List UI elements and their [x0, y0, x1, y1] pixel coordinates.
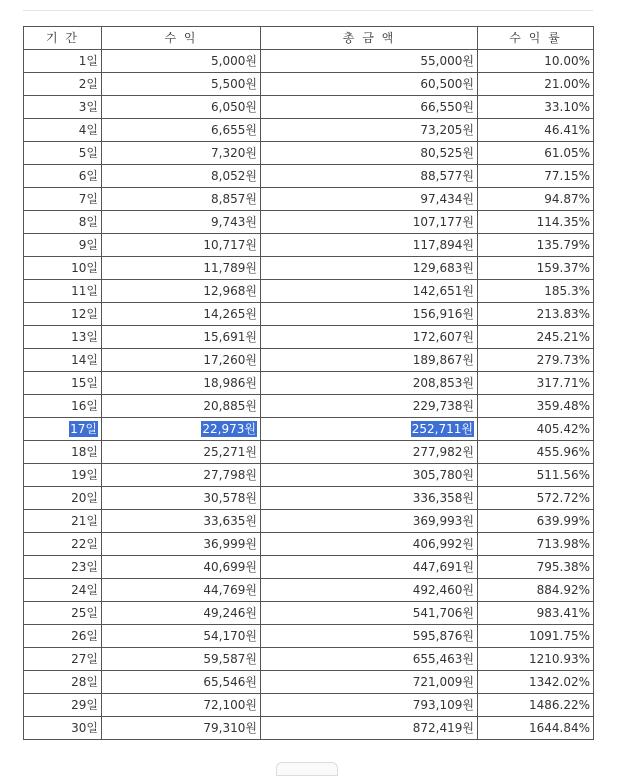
profit-cell: 15,691원 — [102, 326, 261, 349]
profit-cell: 6,655원 — [102, 119, 261, 142]
profit-cell: 17,260원 — [102, 349, 261, 372]
profit-cell: 12,968원 — [102, 280, 261, 303]
profit-cell: 72,100원 — [102, 694, 261, 717]
table-row — [24, 671, 594, 694]
rate-cell: 10.00% — [478, 50, 594, 73]
table-row — [24, 349, 594, 372]
period-cell: 7일 — [24, 188, 102, 211]
total-cell: 107,177원 — [261, 211, 478, 234]
rate-cell: 1342.02% — [478, 671, 594, 694]
table-row — [24, 487, 594, 510]
period-cell: 29일 — [24, 694, 102, 717]
rate-cell: 135.79% — [478, 234, 594, 257]
rate-cell: 159.37% — [478, 257, 594, 280]
selected-text-highlight[interactable]: 17일 — [70, 422, 97, 436]
total-cell: 229,738원 — [261, 395, 478, 418]
total-cell: 369,993원 — [261, 510, 478, 533]
total-cell: 129,683원 — [261, 257, 478, 280]
period-cell: 10일 — [24, 257, 102, 280]
period-cell: 18일 — [24, 441, 102, 464]
rate-cell: 279.73% — [478, 349, 594, 372]
total-cell: 117,894원 — [261, 234, 478, 257]
rate-cell: 1486.22% — [478, 694, 594, 717]
total-cell: 60,500원 — [261, 73, 478, 96]
table-row — [24, 165, 594, 188]
table-row — [24, 464, 594, 487]
total-cell: 80,525원 — [261, 142, 478, 165]
total-cell: 66,550원 — [261, 96, 478, 119]
rate-cell: 33.10% — [478, 96, 594, 119]
rate-cell: 21.00% — [478, 73, 594, 96]
total-cell: 406,992원 — [261, 533, 478, 556]
table-row — [24, 142, 594, 165]
selected-text-highlight[interactable]: 22,973원 — [202, 422, 256, 436]
period-cell: 25일 — [24, 602, 102, 625]
top-divider — [23, 10, 593, 11]
table-header-row — [24, 27, 594, 50]
period-cell: 26일 — [24, 625, 102, 648]
table-row — [24, 717, 594, 740]
table-row — [24, 234, 594, 257]
rate-cell: 884.92% — [478, 579, 594, 602]
profit-cell: 6,050원 — [102, 96, 261, 119]
rate-cell: 511.56% — [478, 464, 594, 487]
header-profit: 수 익 — [102, 27, 261, 50]
total-cell: 492,460원 — [261, 579, 478, 602]
table-row — [24, 96, 594, 119]
total-cell: 55,000원 — [261, 50, 478, 73]
total-cell: 156,916원 — [261, 303, 478, 326]
period-cell: 21일 — [24, 510, 102, 533]
table-row — [24, 188, 594, 211]
rate-cell: 77.15% — [478, 165, 594, 188]
table-row — [24, 579, 594, 602]
total-cell: 277,982원 — [261, 441, 478, 464]
table-row — [24, 556, 594, 579]
table-row — [24, 50, 594, 73]
profit-cell: 9,743원 — [102, 211, 261, 234]
rate-cell: 572.72% — [478, 487, 594, 510]
total-cell: 872,419원 — [261, 717, 478, 740]
table-row — [24, 694, 594, 717]
total-cell: 541,706원 — [261, 602, 478, 625]
table-row — [24, 648, 594, 671]
rate-cell: 185.3% — [478, 280, 594, 303]
rate-cell: 795.38% — [478, 556, 594, 579]
table-row — [24, 280, 594, 303]
table-row — [24, 119, 594, 142]
rate-cell: 46.41% — [478, 119, 594, 142]
period-cell: 30일 — [24, 717, 102, 740]
profit-cell: 7,320원 — [102, 142, 261, 165]
period-cell: 20일 — [24, 487, 102, 510]
total-cell: 97,434원 — [261, 188, 478, 211]
header-period: 기 간 — [24, 27, 102, 50]
total-cell: 305,780원 — [261, 464, 478, 487]
rate-cell: 713.98% — [478, 533, 594, 556]
profit-cell — [102, 418, 261, 441]
period-cell: 16일 — [24, 395, 102, 418]
period-cell: 22일 — [24, 533, 102, 556]
rate-cell: 61.05% — [478, 142, 594, 165]
total-cell: 655,463원 — [261, 648, 478, 671]
total-cell: 142,651원 — [261, 280, 478, 303]
period-cell: 23일 — [24, 556, 102, 579]
table-row — [24, 303, 594, 326]
table-row — [24, 418, 594, 441]
period-cell: 4일 — [24, 119, 102, 142]
profit-cell: 10,717원 — [102, 234, 261, 257]
rate-cell: 114.35% — [478, 211, 594, 234]
profit-cell: 25,271원 — [102, 441, 261, 464]
table-body — [24, 50, 594, 740]
profit-cell: 59,587원 — [102, 648, 261, 671]
profit-cell: 18,986원 — [102, 372, 261, 395]
period-cell: 13일 — [24, 326, 102, 349]
total-cell: 336,358원 — [261, 487, 478, 510]
table-row — [24, 326, 594, 349]
profit-cell: 8,857원 — [102, 188, 261, 211]
period-cell: 14일 — [24, 349, 102, 372]
rate-cell: 359.48% — [478, 395, 594, 418]
period-cell: 9일 — [24, 234, 102, 257]
profit-cell: 36,999원 — [102, 533, 261, 556]
table-row — [24, 533, 594, 556]
table-row — [24, 602, 594, 625]
profit-cell: 5,500원 — [102, 73, 261, 96]
header-total: 총 금 액 — [261, 27, 478, 50]
period-cell: 6일 — [24, 165, 102, 188]
rate-cell: 983.41% — [478, 602, 594, 625]
table-row — [24, 257, 594, 280]
profit-cell: 8,052원 — [102, 165, 261, 188]
total-cell: 595,876원 — [261, 625, 478, 648]
total-cell: 793,109원 — [261, 694, 478, 717]
rate-cell: 317.71% — [478, 372, 594, 395]
period-cell — [24, 418, 102, 441]
period-cell: 5일 — [24, 142, 102, 165]
compound-interest-table — [23, 26, 594, 740]
rate-cell: 1091.75% — [478, 625, 594, 648]
total-cell: 721,009원 — [261, 671, 478, 694]
period-cell: 24일 — [24, 579, 102, 602]
period-cell: 15일 — [24, 372, 102, 395]
profit-cell: 30,578원 — [102, 487, 261, 510]
period-cell: 27일 — [24, 648, 102, 671]
selected-text-highlight[interactable]: 252,711원 — [411, 422, 473, 436]
total-cell: 189,867원 — [261, 349, 478, 372]
profit-cell: 44,769원 — [102, 579, 261, 602]
profit-cell: 49,246원 — [102, 602, 261, 625]
profit-cell: 54,170원 — [102, 625, 261, 648]
period-cell: 19일 — [24, 464, 102, 487]
profit-cell: 5,000원 — [102, 50, 261, 73]
profit-cell: 11,789원 — [102, 257, 261, 280]
total-cell: 73,205원 — [261, 119, 478, 142]
profit-cell: 27,798원 — [102, 464, 261, 487]
rate-cell: 639.99% — [478, 510, 594, 533]
profit-cell: 79,310원 — [102, 717, 261, 740]
profit-cell: 65,546원 — [102, 671, 261, 694]
rate-cell: 1644.84% — [478, 717, 594, 740]
period-cell: 8일 — [24, 211, 102, 234]
profit-cell: 40,699원 — [102, 556, 261, 579]
header-rate: 수 익 률 — [478, 27, 594, 50]
period-cell: 1일 — [24, 50, 102, 73]
total-cell: 172,607원 — [261, 326, 478, 349]
rate-cell: 1210.93% — [478, 648, 594, 671]
profit-cell: 14,265원 — [102, 303, 261, 326]
rate-cell: 455.96% — [478, 441, 594, 464]
period-cell: 11일 — [24, 280, 102, 303]
period-cell: 3일 — [24, 96, 102, 119]
total-cell — [261, 418, 478, 441]
profit-cell: 20,885원 — [102, 395, 261, 418]
rate-cell: 213.83% — [478, 303, 594, 326]
table-row — [24, 395, 594, 418]
bottom-tab-handle[interactable] — [276, 762, 338, 776]
total-cell: 447,691원 — [261, 556, 478, 579]
rate-cell: 405.42% — [478, 418, 594, 441]
table-row — [24, 211, 594, 234]
total-cell: 208,853원 — [261, 372, 478, 395]
rate-cell: 245.21% — [478, 326, 594, 349]
total-cell: 88,577원 — [261, 165, 478, 188]
period-cell: 2일 — [24, 73, 102, 96]
period-cell: 28일 — [24, 671, 102, 694]
table-row — [24, 625, 594, 648]
profit-cell: 33,635원 — [102, 510, 261, 533]
table-row — [24, 73, 594, 96]
table-row — [24, 372, 594, 395]
table-row — [24, 510, 594, 533]
rate-cell: 94.87% — [478, 188, 594, 211]
table-row — [24, 441, 594, 464]
period-cell: 12일 — [24, 303, 102, 326]
